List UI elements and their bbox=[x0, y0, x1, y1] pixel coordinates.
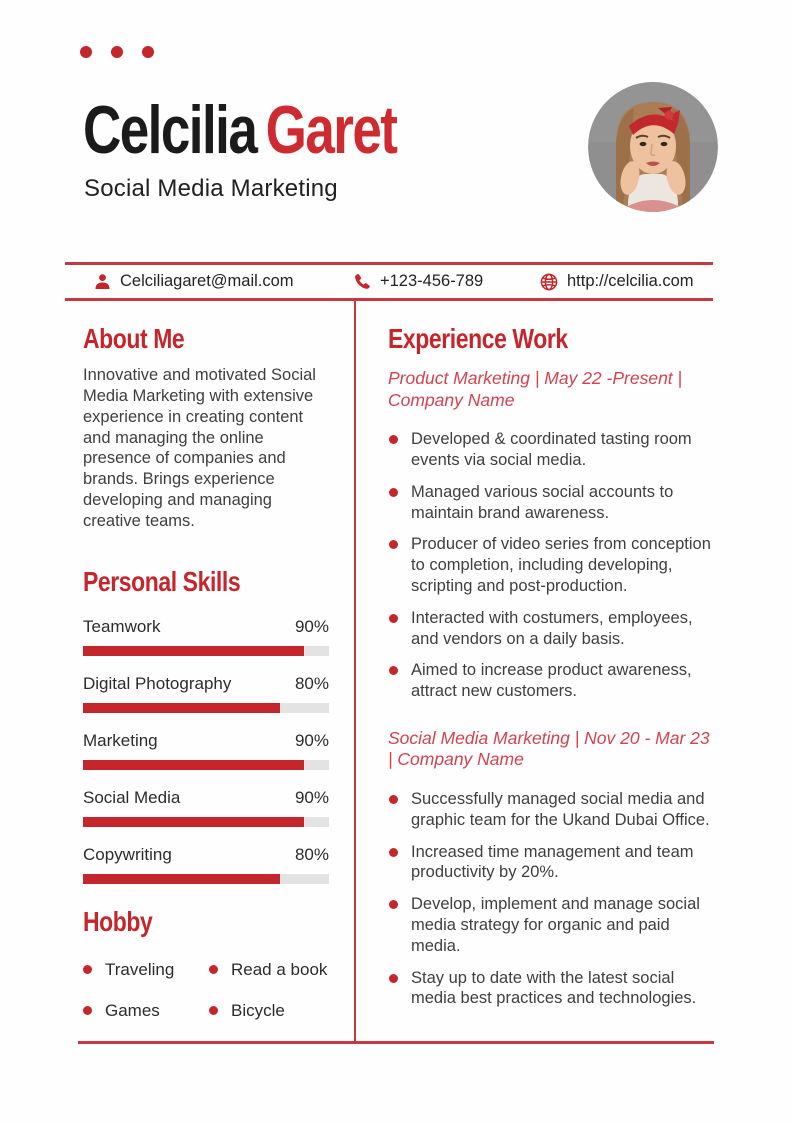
skill-percent: 90% bbox=[294, 787, 329, 807]
bullet-text: Developed & coordinated tasting room events via social media. bbox=[411, 430, 692, 469]
bullet-icon bbox=[209, 1006, 218, 1015]
bullet-icon bbox=[389, 848, 398, 857]
profile-photo bbox=[588, 82, 718, 212]
contact-website[interactable] bbox=[540, 272, 694, 291]
job-heading: Product Marketing | May 22 -Present | Company Name bbox=[388, 368, 683, 410]
bullet-text: Managed various social accounts to maintain brand awareness. bbox=[411, 482, 674, 522]
skill-label: Marketing bbox=[83, 730, 158, 750]
bullet-text: Successfully managed social media and graphic team for the Ukand Dubai Office. bbox=[411, 789, 710, 829]
bullet-icon bbox=[389, 435, 398, 444]
dot-icon bbox=[142, 46, 154, 58]
bullet-item bbox=[388, 429, 714, 471]
skill-item bbox=[83, 731, 329, 770]
website-text: http://celcilia.com bbox=[567, 272, 694, 290]
skill-bar-fill bbox=[83, 760, 304, 770]
job-bullets bbox=[388, 789, 714, 1009]
skill-bar-fill bbox=[83, 874, 280, 884]
skill-percent: 80% bbox=[294, 673, 329, 693]
skill-percent: 90% bbox=[294, 616, 329, 636]
about-title: About Me bbox=[83, 323, 185, 354]
skill-item bbox=[83, 617, 329, 656]
skills-list bbox=[83, 617, 329, 884]
bullet-item bbox=[388, 789, 714, 831]
bullet-text: Develop, implement and manage social media strategy for organic and paid media. bbox=[411, 895, 700, 955]
main-content bbox=[0, 301, 793, 1041]
bullet-text: Increased time management and team productivity by 20%. bbox=[411, 842, 694, 882]
bullet-icon bbox=[389, 540, 398, 549]
page-title bbox=[83, 92, 485, 168]
first-name: Celcilia bbox=[83, 92, 257, 168]
skill-item bbox=[83, 674, 329, 713]
experience-title: Experience Work bbox=[388, 323, 568, 354]
globe-icon bbox=[540, 273, 558, 291]
bullet-item bbox=[388, 968, 714, 1010]
bullet-icon bbox=[209, 965, 218, 974]
bullet-text: Interacted with costumers, employees, and vendors on a daily basis. bbox=[411, 608, 693, 648]
left-column bbox=[83, 301, 329, 1021]
phone-text: +123-456-789 bbox=[380, 272, 484, 290]
skill-bar-track bbox=[83, 646, 329, 656]
hobby-item bbox=[209, 1001, 329, 1021]
skill-label: Social Media bbox=[83, 787, 181, 807]
bullet-icon bbox=[389, 974, 398, 983]
skill-bar-track bbox=[83, 874, 329, 884]
hobby-title: Hobby bbox=[83, 905, 153, 937]
skill-item bbox=[83, 845, 329, 884]
hobby-item bbox=[83, 1001, 209, 1021]
hobby-label: Read a book bbox=[231, 959, 328, 979]
skill-item bbox=[83, 788, 329, 827]
skill-percent: 90% bbox=[294, 730, 329, 750]
skill-label: Digital Photography bbox=[83, 673, 232, 693]
contact-email[interactable] bbox=[94, 272, 354, 291]
bullet-text: Producer of video series from conception to completion, including developing, scripting and post-production. bbox=[411, 535, 711, 595]
bullet-icon bbox=[83, 965, 92, 974]
phone-icon bbox=[354, 273, 371, 290]
contact-bar bbox=[65, 262, 713, 301]
job-role: Social Media Marketing bbox=[84, 175, 338, 202]
last-name: Garet bbox=[265, 92, 397, 168]
contact-phone[interactable] bbox=[354, 272, 540, 291]
skill-percent: 80% bbox=[294, 844, 329, 864]
hobby-list bbox=[83, 960, 329, 1021]
bullet-item bbox=[388, 482, 714, 524]
bullet-icon bbox=[389, 614, 398, 623]
right-column bbox=[388, 301, 714, 1020]
job-heading: Social Media Marketing | Nov 20 - Mar 23 | Company Name bbox=[388, 727, 710, 770]
about-text: Innovative and motivated Social Media Marketing with extensive experience in creating content and managing the online presence of companies and brands. Brings experience developing and managing creative teams. bbox=[83, 366, 316, 530]
bullet-item bbox=[388, 842, 714, 884]
skills-title: Personal Skills bbox=[83, 565, 241, 597]
hobby-item bbox=[83, 960, 209, 980]
bullet-icon bbox=[389, 666, 398, 675]
bullet-item bbox=[388, 534, 714, 596]
bullet-item bbox=[388, 608, 714, 650]
skill-bar-track bbox=[83, 703, 329, 713]
skill-bar-fill bbox=[83, 703, 280, 713]
bullet-text: Stay up to date with the latest social media best practices and technologies. bbox=[411, 968, 697, 1008]
dot-icon bbox=[111, 46, 123, 58]
hobby-item bbox=[209, 960, 329, 980]
bullet-item bbox=[388, 894, 714, 956]
bullet-item bbox=[388, 660, 714, 702]
skill-bar-fill bbox=[83, 817, 304, 827]
footer-divider bbox=[78, 1041, 714, 1044]
bullet-icon bbox=[389, 488, 398, 497]
dot-icon bbox=[80, 46, 92, 58]
email-text: Celciliagaret@mail.com bbox=[120, 272, 294, 290]
skill-bar-track bbox=[83, 760, 329, 770]
decor-dots bbox=[80, 46, 154, 58]
skill-bar-fill bbox=[83, 646, 304, 656]
hobby-label: Bicycle bbox=[231, 1000, 285, 1020]
skill-label: Copywriting bbox=[83, 844, 172, 864]
job-bullets bbox=[388, 429, 714, 702]
bullet-icon bbox=[83, 1006, 92, 1015]
skill-bar-track bbox=[83, 817, 329, 827]
bullet-text: Aimed to increase product awareness, attract new customers. bbox=[411, 661, 692, 701]
hobby-label: Traveling bbox=[105, 959, 175, 979]
column-divider bbox=[354, 301, 356, 1041]
hobby-label: Games bbox=[105, 1000, 160, 1020]
portrait-illustration bbox=[588, 82, 718, 212]
skill-label: Teamwork bbox=[83, 616, 161, 636]
bullet-icon bbox=[389, 900, 398, 909]
person-icon bbox=[94, 273, 111, 290]
bullet-icon bbox=[389, 795, 398, 804]
